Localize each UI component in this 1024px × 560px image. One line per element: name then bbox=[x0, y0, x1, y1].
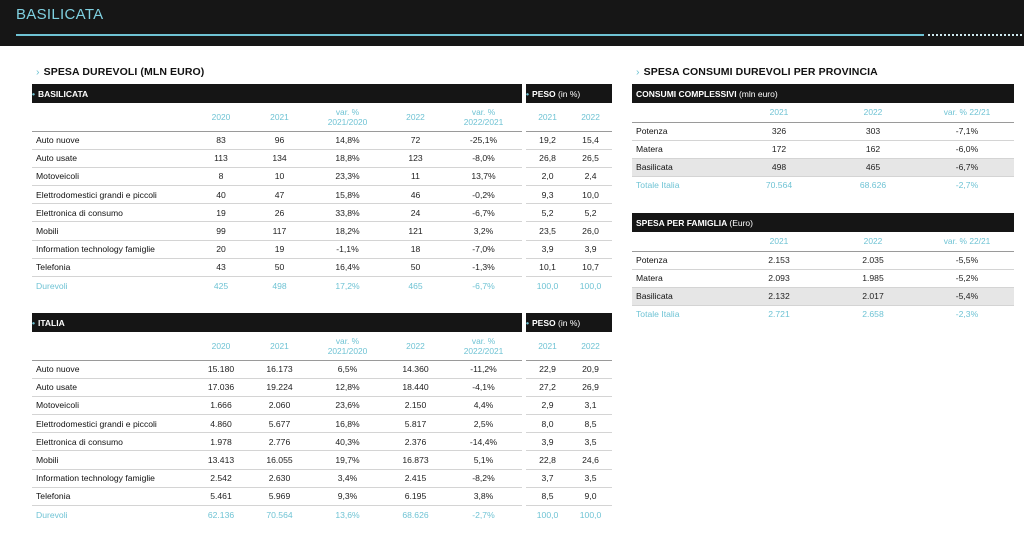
row-label: Auto usate bbox=[32, 378, 192, 396]
table-basilicata bbox=[32, 84, 612, 295]
table-cell: 3,4% bbox=[309, 469, 386, 487]
table-cell: -5,2% bbox=[920, 269, 1014, 287]
table-cell: 10,1 bbox=[526, 258, 569, 276]
table-cell: 15,4 bbox=[569, 131, 612, 149]
bullet-icon: › bbox=[636, 66, 640, 78]
total-cell: 2.658 bbox=[862, 309, 884, 320]
column-header-blank bbox=[32, 332, 192, 360]
table-cell: 18.440 bbox=[386, 378, 445, 396]
table-cell: 27,2 bbox=[526, 378, 569, 396]
table-cell: 5.461 bbox=[192, 487, 250, 505]
table-cell: 19 bbox=[192, 204, 250, 222]
table-row bbox=[632, 158, 1014, 176]
table-cell: 23,6% bbox=[309, 396, 386, 414]
column-header: var. % 22/21 bbox=[920, 103, 1014, 122]
table-band bbox=[632, 84, 1014, 103]
row-label: Mobili bbox=[32, 451, 192, 469]
table-cell: 16,8% bbox=[309, 415, 386, 433]
table-italia bbox=[32, 313, 612, 524]
column-header: 2022 bbox=[386, 332, 445, 360]
table-cell: 2.542 bbox=[192, 469, 250, 487]
column-header-row bbox=[632, 232, 1014, 251]
row-label: Matera bbox=[632, 140, 732, 158]
total-cell: 70.564 bbox=[765, 180, 793, 191]
table-cell: 9,0 bbox=[569, 487, 612, 505]
table-row bbox=[32, 378, 612, 396]
table-cell: 50 bbox=[386, 258, 445, 276]
column-header: 2021 bbox=[250, 103, 309, 131]
total-cell: -6,7% bbox=[472, 280, 495, 291]
table-cell: 2.415 bbox=[386, 469, 445, 487]
header-rule bbox=[16, 34, 924, 36]
peso-band-label bbox=[526, 313, 612, 332]
table-cell: 121 bbox=[386, 222, 445, 240]
row-label: Motoveicoli bbox=[32, 396, 192, 414]
peso-label-text: PESO bbox=[532, 317, 556, 328]
table-cell: -4,1% bbox=[445, 378, 522, 396]
row-label: Information technology famiglie bbox=[32, 240, 192, 258]
table-cell: 2.150 bbox=[386, 396, 445, 414]
total-cell: 425 bbox=[213, 280, 229, 291]
table-band-label bbox=[32, 313, 522, 332]
table-cell: 19 bbox=[250, 240, 309, 258]
table-row bbox=[32, 186, 612, 204]
column-header: 2022 bbox=[386, 103, 445, 131]
table-cell: 19,7% bbox=[309, 451, 386, 469]
table-cell: 46 bbox=[386, 186, 445, 204]
bullet-icon: • bbox=[32, 88, 35, 99]
table-cell: 1.985 bbox=[826, 269, 920, 287]
table-row bbox=[32, 240, 612, 258]
row-label: Auto usate bbox=[32, 149, 192, 167]
table-cell: 5.677 bbox=[250, 415, 309, 433]
table-cell: 16.055 bbox=[250, 451, 309, 469]
row-label: Telefonia bbox=[32, 487, 192, 505]
table-cell: 3,8% bbox=[445, 487, 522, 505]
table-cell: 83 bbox=[192, 131, 250, 149]
total-label: Totale Italia bbox=[636, 180, 680, 191]
table-cell: -1,3% bbox=[445, 258, 522, 276]
column-header: var. % 2022/2021 bbox=[445, 103, 522, 131]
table-cell: 5.969 bbox=[250, 487, 309, 505]
table-cell: 40 bbox=[192, 186, 250, 204]
column-header: 2022 bbox=[826, 232, 920, 251]
table-cell: 47 bbox=[250, 186, 309, 204]
table-cell: 2.093 bbox=[732, 269, 826, 287]
table-band bbox=[32, 84, 612, 103]
table-row bbox=[32, 258, 612, 276]
table-row bbox=[32, 469, 612, 487]
column-header: 2021 bbox=[732, 232, 826, 251]
table-cell: 2.017 bbox=[826, 287, 920, 305]
table-cell: 12,8% bbox=[309, 378, 386, 396]
table-cell: 4.860 bbox=[192, 415, 250, 433]
table-cell: -7,1% bbox=[920, 122, 1014, 140]
peso-unit-text: (in %) bbox=[558, 88, 581, 99]
table-cell: 2.060 bbox=[250, 396, 309, 414]
table-cell: 2,0 bbox=[526, 167, 569, 185]
table-cell: 5,2 bbox=[526, 204, 569, 222]
table-cell: 26 bbox=[250, 204, 309, 222]
table-cell: 10 bbox=[250, 167, 309, 185]
table-cell: 22,8 bbox=[526, 451, 569, 469]
band-label-text: BASILICATA bbox=[37, 88, 89, 99]
table-cell: -5,4% bbox=[920, 287, 1014, 305]
total-label: Durevoli bbox=[36, 509, 68, 520]
total-row bbox=[632, 305, 1014, 323]
bullet-icon: • bbox=[526, 317, 530, 328]
row-label: Potenza bbox=[632, 122, 732, 140]
table-cell: 10,7 bbox=[569, 258, 612, 276]
table-cell: 2.153 bbox=[732, 251, 826, 269]
left-section-title-text: SPESA DUREVOLI (MLN EURO) bbox=[43, 66, 205, 78]
total-cell: 100,0 bbox=[579, 280, 602, 291]
table-cell: 6,5% bbox=[309, 360, 386, 378]
peso-band-label bbox=[526, 84, 612, 103]
column-header: 2022 bbox=[569, 103, 612, 131]
table-band bbox=[632, 213, 1014, 232]
table-row bbox=[32, 131, 612, 149]
total-cell: 100,0 bbox=[579, 509, 602, 520]
table-row bbox=[32, 396, 612, 414]
row-label: Elettronica di consumo bbox=[32, 204, 192, 222]
table-cell: 8,5 bbox=[526, 487, 569, 505]
table-cell: -11,2% bbox=[445, 360, 522, 378]
table-row bbox=[32, 167, 612, 185]
column-header-row bbox=[632, 103, 1014, 122]
total-cell: 13,6% bbox=[335, 509, 360, 520]
table-cell: 1.666 bbox=[192, 396, 250, 414]
table-cell: 20,9 bbox=[569, 360, 612, 378]
left-section-title bbox=[36, 66, 204, 78]
table-cell: -6,0% bbox=[920, 140, 1014, 158]
total-row bbox=[32, 506, 612, 524]
table-cell: 16,4% bbox=[309, 258, 386, 276]
table-cell: 15,8% bbox=[309, 186, 386, 204]
table-row bbox=[32, 433, 612, 451]
column-header: var. % 22/21 bbox=[920, 232, 1014, 251]
table-cell: 5.817 bbox=[386, 415, 445, 433]
table-cell: 5,2 bbox=[569, 204, 612, 222]
table-cell: 1.978 bbox=[192, 433, 250, 451]
header-dotted-rule bbox=[928, 34, 1024, 36]
table-cell: 123 bbox=[386, 149, 445, 167]
table-cell: 50 bbox=[250, 258, 309, 276]
table-cell: 18 bbox=[386, 240, 445, 258]
table-cell: 3,1 bbox=[569, 396, 612, 414]
table-cell: 162 bbox=[826, 140, 920, 158]
table-row bbox=[32, 149, 612, 167]
table-row bbox=[632, 287, 1014, 305]
table-cell: 134 bbox=[250, 149, 309, 167]
table-cell: 22,9 bbox=[526, 360, 569, 378]
row-label: Telefonia bbox=[32, 258, 192, 276]
column-header: 2021 bbox=[732, 103, 826, 122]
table-cell: 10,0 bbox=[569, 186, 612, 204]
column-header-blank bbox=[32, 103, 192, 131]
total-row bbox=[632, 176, 1014, 194]
total-cell: 70.564 bbox=[266, 509, 293, 520]
table-cell: 5,1% bbox=[445, 451, 522, 469]
peso-label-text: PESO bbox=[532, 88, 556, 99]
column-header: 2021 bbox=[526, 332, 569, 360]
bullet-icon: › bbox=[36, 66, 40, 78]
table-cell: 19.224 bbox=[250, 378, 309, 396]
column-header: var. % 2021/2020 bbox=[309, 332, 386, 360]
table-cell: -5,5% bbox=[920, 251, 1014, 269]
table-band bbox=[32, 313, 612, 332]
table-row bbox=[32, 222, 612, 240]
peso-unit-text: (in %) bbox=[558, 317, 581, 328]
table-cell: 2.630 bbox=[250, 469, 309, 487]
table-cell: -7,0% bbox=[445, 240, 522, 258]
table-cell: 2,4 bbox=[569, 167, 612, 185]
table-cell: 8,0 bbox=[526, 415, 569, 433]
table-consumi-complessivi bbox=[632, 84, 1014, 194]
row-label: Elettronica di consumo bbox=[32, 433, 192, 451]
table-cell: 3,5 bbox=[569, 469, 612, 487]
total-cell: -2,3% bbox=[955, 309, 979, 320]
table-cell: 9,3% bbox=[309, 487, 386, 505]
table-cell: 8 bbox=[192, 167, 250, 185]
table-cell: 8,5 bbox=[569, 415, 612, 433]
table-cell: -25,1% bbox=[445, 131, 522, 149]
total-label: Durevoli bbox=[36, 280, 68, 291]
total-row bbox=[32, 277, 612, 295]
table-cell: 3,9 bbox=[569, 240, 612, 258]
table-cell: 17.036 bbox=[192, 378, 250, 396]
total-cell: 68.626 bbox=[402, 509, 429, 520]
right-section-title bbox=[636, 66, 878, 78]
bullet-icon: • bbox=[526, 88, 530, 99]
table-cell: 2,5% bbox=[445, 415, 522, 433]
total-cell: 2.721 bbox=[768, 309, 790, 320]
column-header: 2021 bbox=[526, 103, 569, 131]
row-label: Auto nuove bbox=[32, 360, 192, 378]
table-cell: 13.413 bbox=[192, 451, 250, 469]
table-cell: 26,9 bbox=[569, 378, 612, 396]
row-label: Motoveicoli bbox=[32, 167, 192, 185]
table-cell: 15.180 bbox=[192, 360, 250, 378]
table-cell: -0,2% bbox=[445, 186, 522, 204]
table-band-label bbox=[632, 213, 1014, 232]
table-cell: 23,3% bbox=[309, 167, 386, 185]
table-cell: 19,2 bbox=[526, 131, 569, 149]
table-row bbox=[632, 140, 1014, 158]
page-title: BASILICATA bbox=[16, 6, 104, 23]
table-cell: 26,0 bbox=[569, 222, 612, 240]
table-cell: 72 bbox=[386, 131, 445, 149]
table-cell: 303 bbox=[826, 122, 920, 140]
column-header: 2021 bbox=[250, 332, 309, 360]
table-row bbox=[32, 360, 612, 378]
column-header: var. % 2021/2020 bbox=[309, 103, 386, 131]
column-header-row bbox=[32, 103, 612, 131]
column-header: 2020 bbox=[192, 103, 250, 131]
table-cell: 2.035 bbox=[826, 251, 920, 269]
table-spesa-per-famiglia bbox=[632, 213, 1014, 323]
table-cell: 99 bbox=[192, 222, 250, 240]
table-cell: 26,5 bbox=[569, 149, 612, 167]
table-cell: 3,2% bbox=[445, 222, 522, 240]
table-cell: 3,5 bbox=[569, 433, 612, 451]
table-cell: 14,8% bbox=[309, 131, 386, 149]
band-label-text: ITALIA bbox=[37, 317, 65, 328]
total-cell: 100,0 bbox=[536, 280, 559, 291]
table-row bbox=[32, 204, 612, 222]
table-cell: 3,7 bbox=[526, 469, 569, 487]
total-label: Totale Italia bbox=[636, 309, 680, 320]
row-label: Auto nuove bbox=[32, 131, 192, 149]
table-cell: 26,8 bbox=[526, 149, 569, 167]
table-cell: -6,7% bbox=[920, 158, 1014, 176]
table-row bbox=[632, 122, 1014, 140]
row-label: Basilicata bbox=[632, 158, 732, 176]
table-cell: 33,8% bbox=[309, 204, 386, 222]
total-cell: 62.136 bbox=[207, 509, 235, 520]
table-cell: 498 bbox=[732, 158, 826, 176]
total-cell: -2,7% bbox=[955, 180, 979, 191]
column-header-blank bbox=[632, 232, 732, 251]
table-row bbox=[32, 415, 612, 433]
row-label: Elettrodomestici grandi e piccoli bbox=[32, 186, 192, 204]
table-cell: -8,0% bbox=[445, 149, 522, 167]
table-cell: -14,4% bbox=[445, 433, 522, 451]
table-cell: 18,8% bbox=[309, 149, 386, 167]
total-cell: 68.626 bbox=[859, 180, 887, 191]
bullet-icon: • bbox=[32, 317, 35, 328]
table-cell: 2.776 bbox=[250, 433, 309, 451]
column-header-row bbox=[32, 332, 612, 360]
table-cell: 113 bbox=[192, 149, 250, 167]
total-cell: 465 bbox=[408, 280, 423, 291]
table-cell: 24,6 bbox=[569, 451, 612, 469]
table-row bbox=[32, 487, 612, 505]
row-label: Mobili bbox=[32, 222, 192, 240]
column-header: var. % 2022/2021 bbox=[445, 332, 522, 360]
table-cell: 24 bbox=[386, 204, 445, 222]
total-cell: -2,7% bbox=[472, 509, 495, 520]
table-row bbox=[32, 451, 612, 469]
table-row bbox=[632, 251, 1014, 269]
right-section-title-text: SPESA CONSUMI DUREVOLI PER PROVINCIA bbox=[643, 66, 878, 78]
table-cell: -8,2% bbox=[445, 469, 522, 487]
row-label: Elettrodomestici grandi e piccoli bbox=[32, 415, 192, 433]
table-cell: -6,7% bbox=[445, 204, 522, 222]
table-cell: 11 bbox=[386, 167, 445, 185]
row-label: Matera bbox=[632, 269, 732, 287]
table-cell: 23,5 bbox=[526, 222, 569, 240]
band-label-text: SPESA PER FAMIGLIA bbox=[636, 217, 727, 228]
total-cell: 100,0 bbox=[536, 509, 559, 520]
table-cell: -1,1% bbox=[309, 240, 386, 258]
row-label: Information technology famiglie bbox=[32, 469, 192, 487]
table-cell: 3,9 bbox=[526, 240, 569, 258]
total-cell: 17,2% bbox=[335, 280, 360, 291]
column-header: 2022 bbox=[569, 332, 612, 360]
table-cell: 18,2% bbox=[309, 222, 386, 240]
table-cell: 3,9 bbox=[526, 433, 569, 451]
table-row bbox=[632, 269, 1014, 287]
table-cell: 2.132 bbox=[732, 287, 826, 305]
table-cell: 465 bbox=[826, 158, 920, 176]
table-cell: 4,4% bbox=[445, 396, 522, 414]
table-cell: 96 bbox=[250, 131, 309, 149]
table-cell: 2.376 bbox=[386, 433, 445, 451]
table-cell: 16.173 bbox=[250, 360, 309, 378]
table-cell: 9,3 bbox=[526, 186, 569, 204]
total-cell: 498 bbox=[272, 280, 287, 291]
band-unit-text: (mln euro) bbox=[738, 88, 778, 99]
table-cell: 16.873 bbox=[386, 451, 445, 469]
table-cell: 13,7% bbox=[445, 167, 522, 185]
table-cell: 43 bbox=[192, 258, 250, 276]
band-unit-text: (Euro) bbox=[729, 217, 753, 228]
table-cell: 6.195 bbox=[386, 487, 445, 505]
column-header: 2020 bbox=[192, 332, 250, 360]
column-header: 2022 bbox=[826, 103, 920, 122]
table-cell: 20 bbox=[192, 240, 250, 258]
table-band-label bbox=[632, 84, 1014, 103]
page-header bbox=[0, 0, 1024, 46]
table-cell: 172 bbox=[732, 140, 826, 158]
column-header-blank bbox=[632, 103, 732, 122]
table-cell: 117 bbox=[250, 222, 309, 240]
table-cell: 40,3% bbox=[309, 433, 386, 451]
row-label: Potenza bbox=[632, 251, 732, 269]
band-label-text: CONSUMI COMPLESSIVI bbox=[636, 88, 737, 99]
table-band-label bbox=[32, 84, 522, 103]
row-label: Basilicata bbox=[632, 287, 732, 305]
table-cell: 326 bbox=[732, 122, 826, 140]
table-cell: 14.360 bbox=[386, 360, 445, 378]
table-cell: 2,9 bbox=[526, 396, 569, 414]
